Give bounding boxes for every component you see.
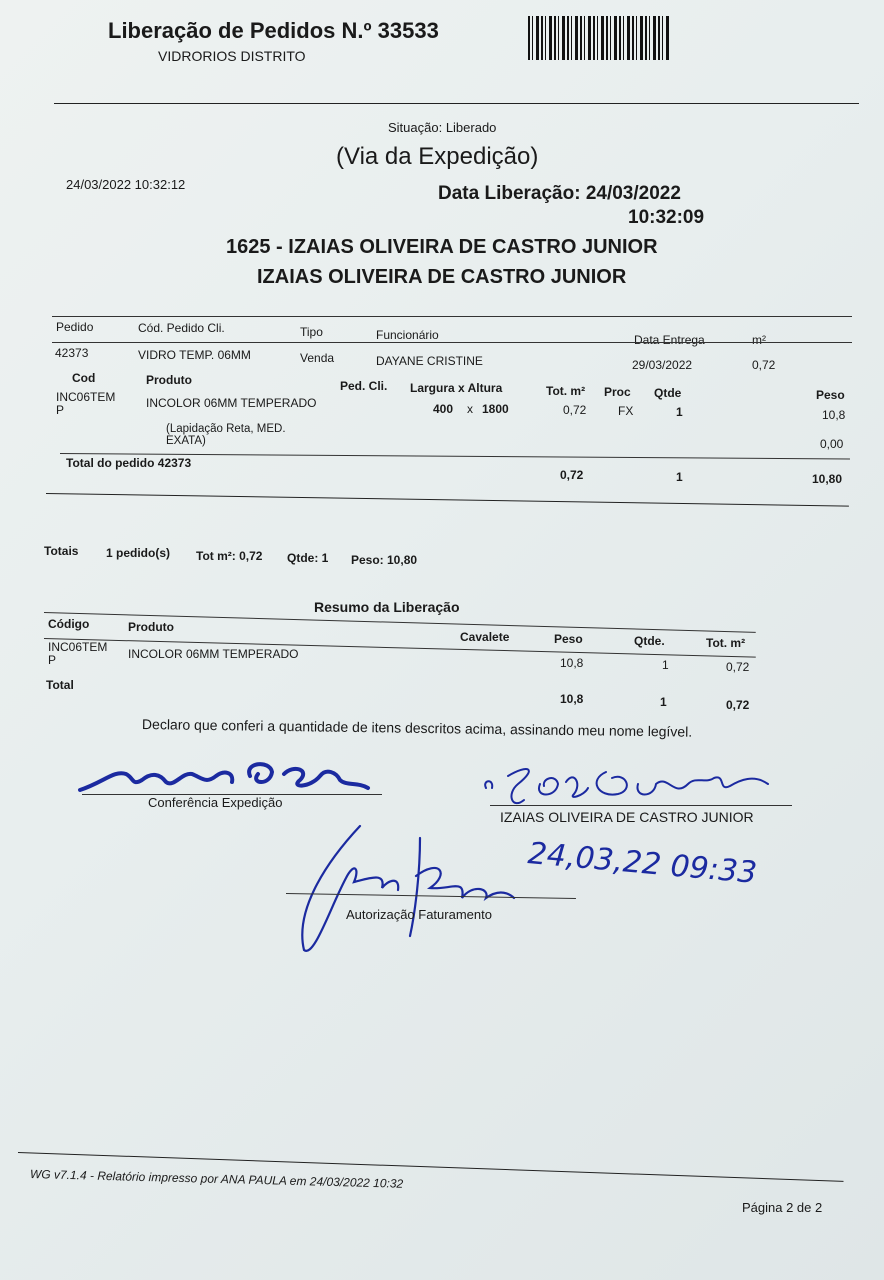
- item-col-tot-m2: Tot. m²: [546, 384, 586, 398]
- pedido-header-rule: [52, 342, 852, 343]
- conferencia-label: Conferência Expedição: [148, 795, 283, 810]
- item-tot-m2: 0,72: [563, 403, 587, 417]
- item-observacao: (Lapidação Reta, MED. EXATA): [166, 423, 286, 447]
- header-divider: [54, 103, 859, 104]
- item-altura: 1800: [482, 402, 509, 416]
- pedido-tipo: Venda: [300, 351, 335, 365]
- item-peso: 10,8: [822, 408, 846, 422]
- total-pedido-label: Total do pedido 42373: [66, 456, 192, 470]
- cliente-label: IZAIAS OLIVEIRA DE CASTRO JUNIOR: [500, 809, 754, 825]
- pedido-cod: VIDRO TEMP. 06MM: [138, 348, 251, 362]
- item-cod: INC06TEM P: [56, 390, 116, 417]
- resumo-produto: INCOLOR 06MM TEMPERADO: [128, 647, 299, 661]
- item-col-largura-altura: Largura x Altura: [410, 381, 503, 395]
- totais-pedidos: 1 pedido(s): [106, 546, 171, 560]
- item-x: x: [467, 402, 473, 416]
- total-pedido-m2: 0,72: [560, 468, 584, 482]
- totais-label: Totais: [44, 544, 79, 558]
- totais-qtde: Qtde: 1: [287, 551, 329, 565]
- handwritten-date: 24,03,22 09:33: [526, 836, 759, 891]
- resumo-col-tot-m2: Tot. m²: [706, 636, 746, 650]
- col-pedido: Pedido: [56, 320, 94, 334]
- resumo-codigo: INC06TEM P: [48, 640, 108, 667]
- total-pedido-qtde: 1: [676, 470, 683, 484]
- item-col-cod: Cod: [72, 371, 96, 385]
- resumo-col-peso: Peso: [554, 632, 583, 646]
- situacao: Situação: Liberado: [388, 120, 497, 135]
- resumo-col-codigo: Código: [48, 617, 90, 631]
- conferencia-signature: [74, 752, 384, 800]
- pedido-funcionario: DAYANE CRISTINE: [376, 354, 483, 368]
- pedido-data-entrega: 29/03/2022: [632, 358, 693, 372]
- resumo-total-m2: 0,72: [726, 698, 750, 712]
- declaracao: Declaro que conferi a quantidade de itens descritos acima, assinando meu nome legível.: [141, 716, 693, 740]
- item-largura: 400: [433, 402, 454, 416]
- data-liberacao: Data Liberação: 24/03/2022: [438, 183, 681, 204]
- item-col-proc: Proc: [604, 385, 631, 399]
- pedido-m2: 0,72: [752, 358, 776, 372]
- item-qtde: 1: [676, 405, 683, 419]
- footer-impresso: WG v7.1.4 - Relatório impresso por ANA PAULA em 24/03/2022 10:32: [29, 1167, 404, 1191]
- item-produto: INCOLOR 06MM TEMPERADO: [146, 396, 317, 410]
- resumo-col-qtde: Qtde.: [634, 634, 665, 648]
- resumo-qtde: 1: [662, 658, 669, 672]
- page-number: Página 2 de 2: [742, 1200, 823, 1215]
- autorizacao-label: Autorização Faturamento: [346, 907, 492, 922]
- resumo-tot-m2: 0,72: [726, 660, 750, 674]
- cliente-linha1: 1625 - IZAIAS OLIVEIRA DE CASTRO JUNIOR: [226, 236, 658, 258]
- cliente-line: [490, 805, 792, 806]
- resumo-total-label: Total: [46, 678, 74, 692]
- hora-liberacao: 10:32:09: [628, 207, 705, 228]
- company-name: VIDRORIOS DISTRITO: [158, 48, 306, 64]
- barcode: [528, 16, 670, 60]
- item-col-ped-cli: Ped. Cli.: [340, 379, 388, 393]
- resumo-col-cavalete: Cavalete: [460, 630, 510, 644]
- item-obs-peso: 0,00: [820, 437, 844, 451]
- totais-m2: Tot m²: 0,72: [196, 549, 263, 563]
- resumo-peso: 10,8: [560, 656, 584, 670]
- cliente-linha2: IZAIAS OLIVEIRA DE CASTRO JUNIOR: [257, 266, 627, 288]
- resumo-title: Resumo da Liberação: [314, 599, 460, 615]
- total-pedido-peso: 10,80: [812, 472, 843, 486]
- pedido-numero: 42373: [55, 346, 89, 360]
- resumo-total-qtde: 1: [660, 695, 667, 709]
- item-col-qtde: Qtde: [654, 386, 682, 400]
- via-label: (Via da Expedição): [336, 143, 539, 170]
- item-col-peso: Peso: [816, 388, 845, 402]
- pedido-top-rule: [52, 316, 852, 317]
- col-tipo: Tipo: [300, 325, 323, 339]
- resumo-col-produto: Produto: [128, 620, 174, 634]
- document-title: Liberação de Pedidos N.º 33533: [108, 18, 439, 43]
- pedido-bottom-rule: [46, 493, 849, 507]
- col-data-entrega: Data Entrega: [634, 333, 705, 347]
- resumo-total-peso: 10,8: [560, 692, 584, 706]
- col-m2: m²: [752, 333, 766, 347]
- item-col-produto: Produto: [146, 373, 192, 387]
- autorizacao-signature: [290, 818, 530, 960]
- item-proc: FX: [618, 404, 634, 418]
- print-timestamp: 24/03/2022 10:32:12: [66, 177, 186, 192]
- totais-peso: Peso: 10,80: [351, 553, 418, 567]
- col-funcionario: Funcionário: [376, 328, 439, 342]
- col-cod-pedido-cli: Cód. Pedido Cli.: [138, 321, 225, 335]
